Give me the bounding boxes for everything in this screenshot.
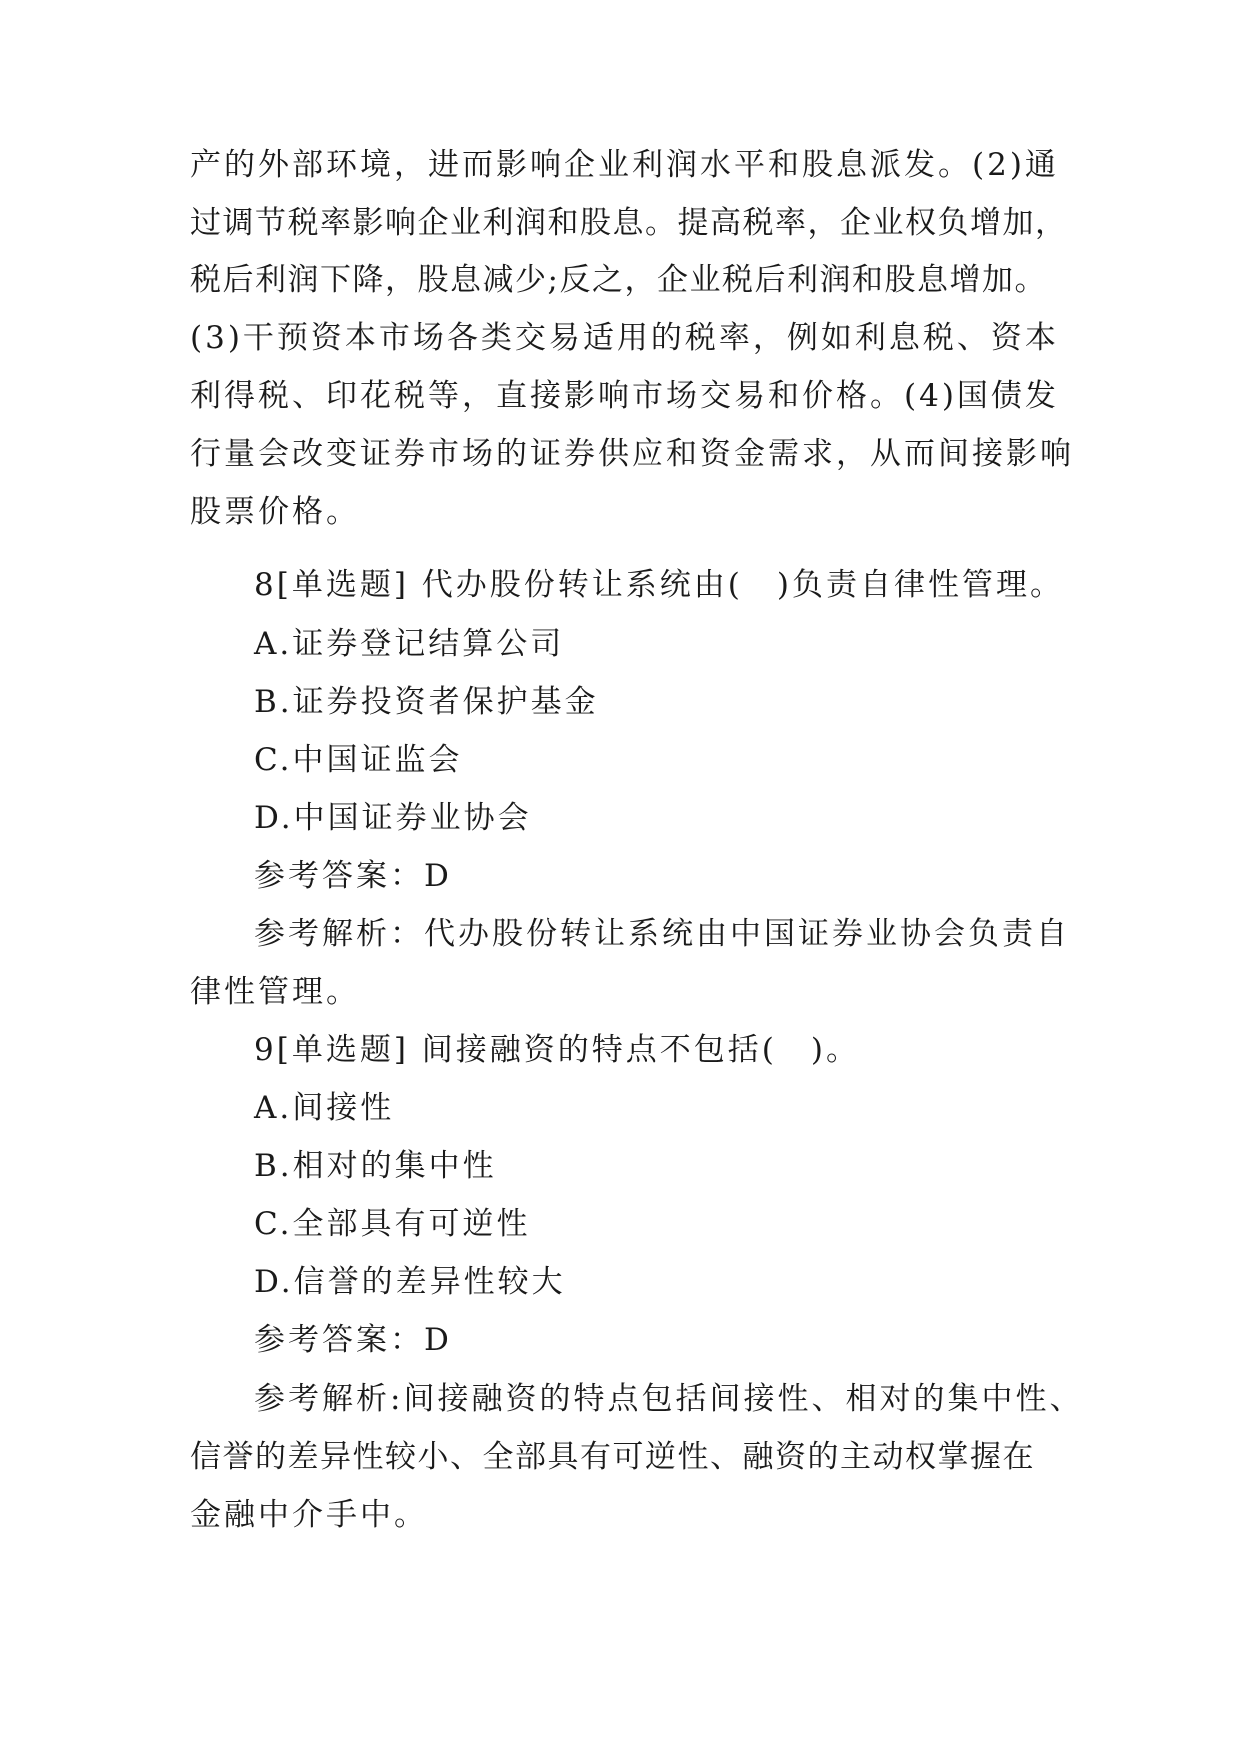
question-9-option-a: A.间接性 xyxy=(254,1090,395,1126)
question-9-analysis-line: 金融中介手中。 xyxy=(190,1497,428,1533)
paragraph-line: 行量会改变证券市场的证券供应和资金需求，从而间接影响 xyxy=(190,436,1074,472)
question-9-option-d: D.信誉的差异性较大 xyxy=(254,1264,566,1300)
paragraph-line: 过调节税率影响企业利润和股息。提高税率，企业权负增加， xyxy=(190,205,1068,241)
question-9-analysis-line: 参考解析:间接融资的特点包括间接性、相对的集中性、 xyxy=(254,1381,1084,1417)
paragraph-line: 股票价格。 xyxy=(190,494,360,530)
paragraph-line: 税后利润下降，股息减少;反之，企业税后利润和股息增加。 xyxy=(190,262,1047,298)
question-8-option-c: C.中国证监会 xyxy=(254,742,463,778)
question-9-analysis-line: 信誉的差异性较小、全部具有可逆性、融资的主动权掌握在 xyxy=(190,1439,1035,1475)
question-8-option-d: D.中国证券业协会 xyxy=(254,800,532,836)
question-8-stem: 8[单选题] 代办股份转让系统由( )负责自律性管理。 xyxy=(254,567,1064,603)
question-8-answer: 参考答案：D xyxy=(254,858,452,894)
paragraph-line: 产的外部环境，进而影响企业利润水平和股息派发。(2)通 xyxy=(190,147,1059,183)
paragraph-line: (3)干预资本市场各类交易适用的税率，例如利息税、资本 xyxy=(190,320,1059,356)
question-9-option-b: B.相对的集中性 xyxy=(254,1148,497,1184)
question-9-option-c: C.全部具有可逆性 xyxy=(254,1206,531,1242)
question-8-option-b: B.证券投资者保护基金 xyxy=(254,684,599,720)
question-8-option-a: A.证券登记结算公司 xyxy=(254,626,565,662)
question-8-analysis-line: 参考解析：代办股份转让系统由中国证券业协会负责自 xyxy=(254,916,1070,952)
question-9-stem: 9[单选题] 间接融资的特点不包括( )。 xyxy=(254,1032,860,1068)
question-8-analysis-line: 律性管理。 xyxy=(190,974,360,1010)
question-9-answer: 参考答案：D xyxy=(254,1322,452,1358)
paragraph-line: 利得税、印花税等，直接影响市场交易和价格。(4)国债发 xyxy=(190,378,1059,414)
